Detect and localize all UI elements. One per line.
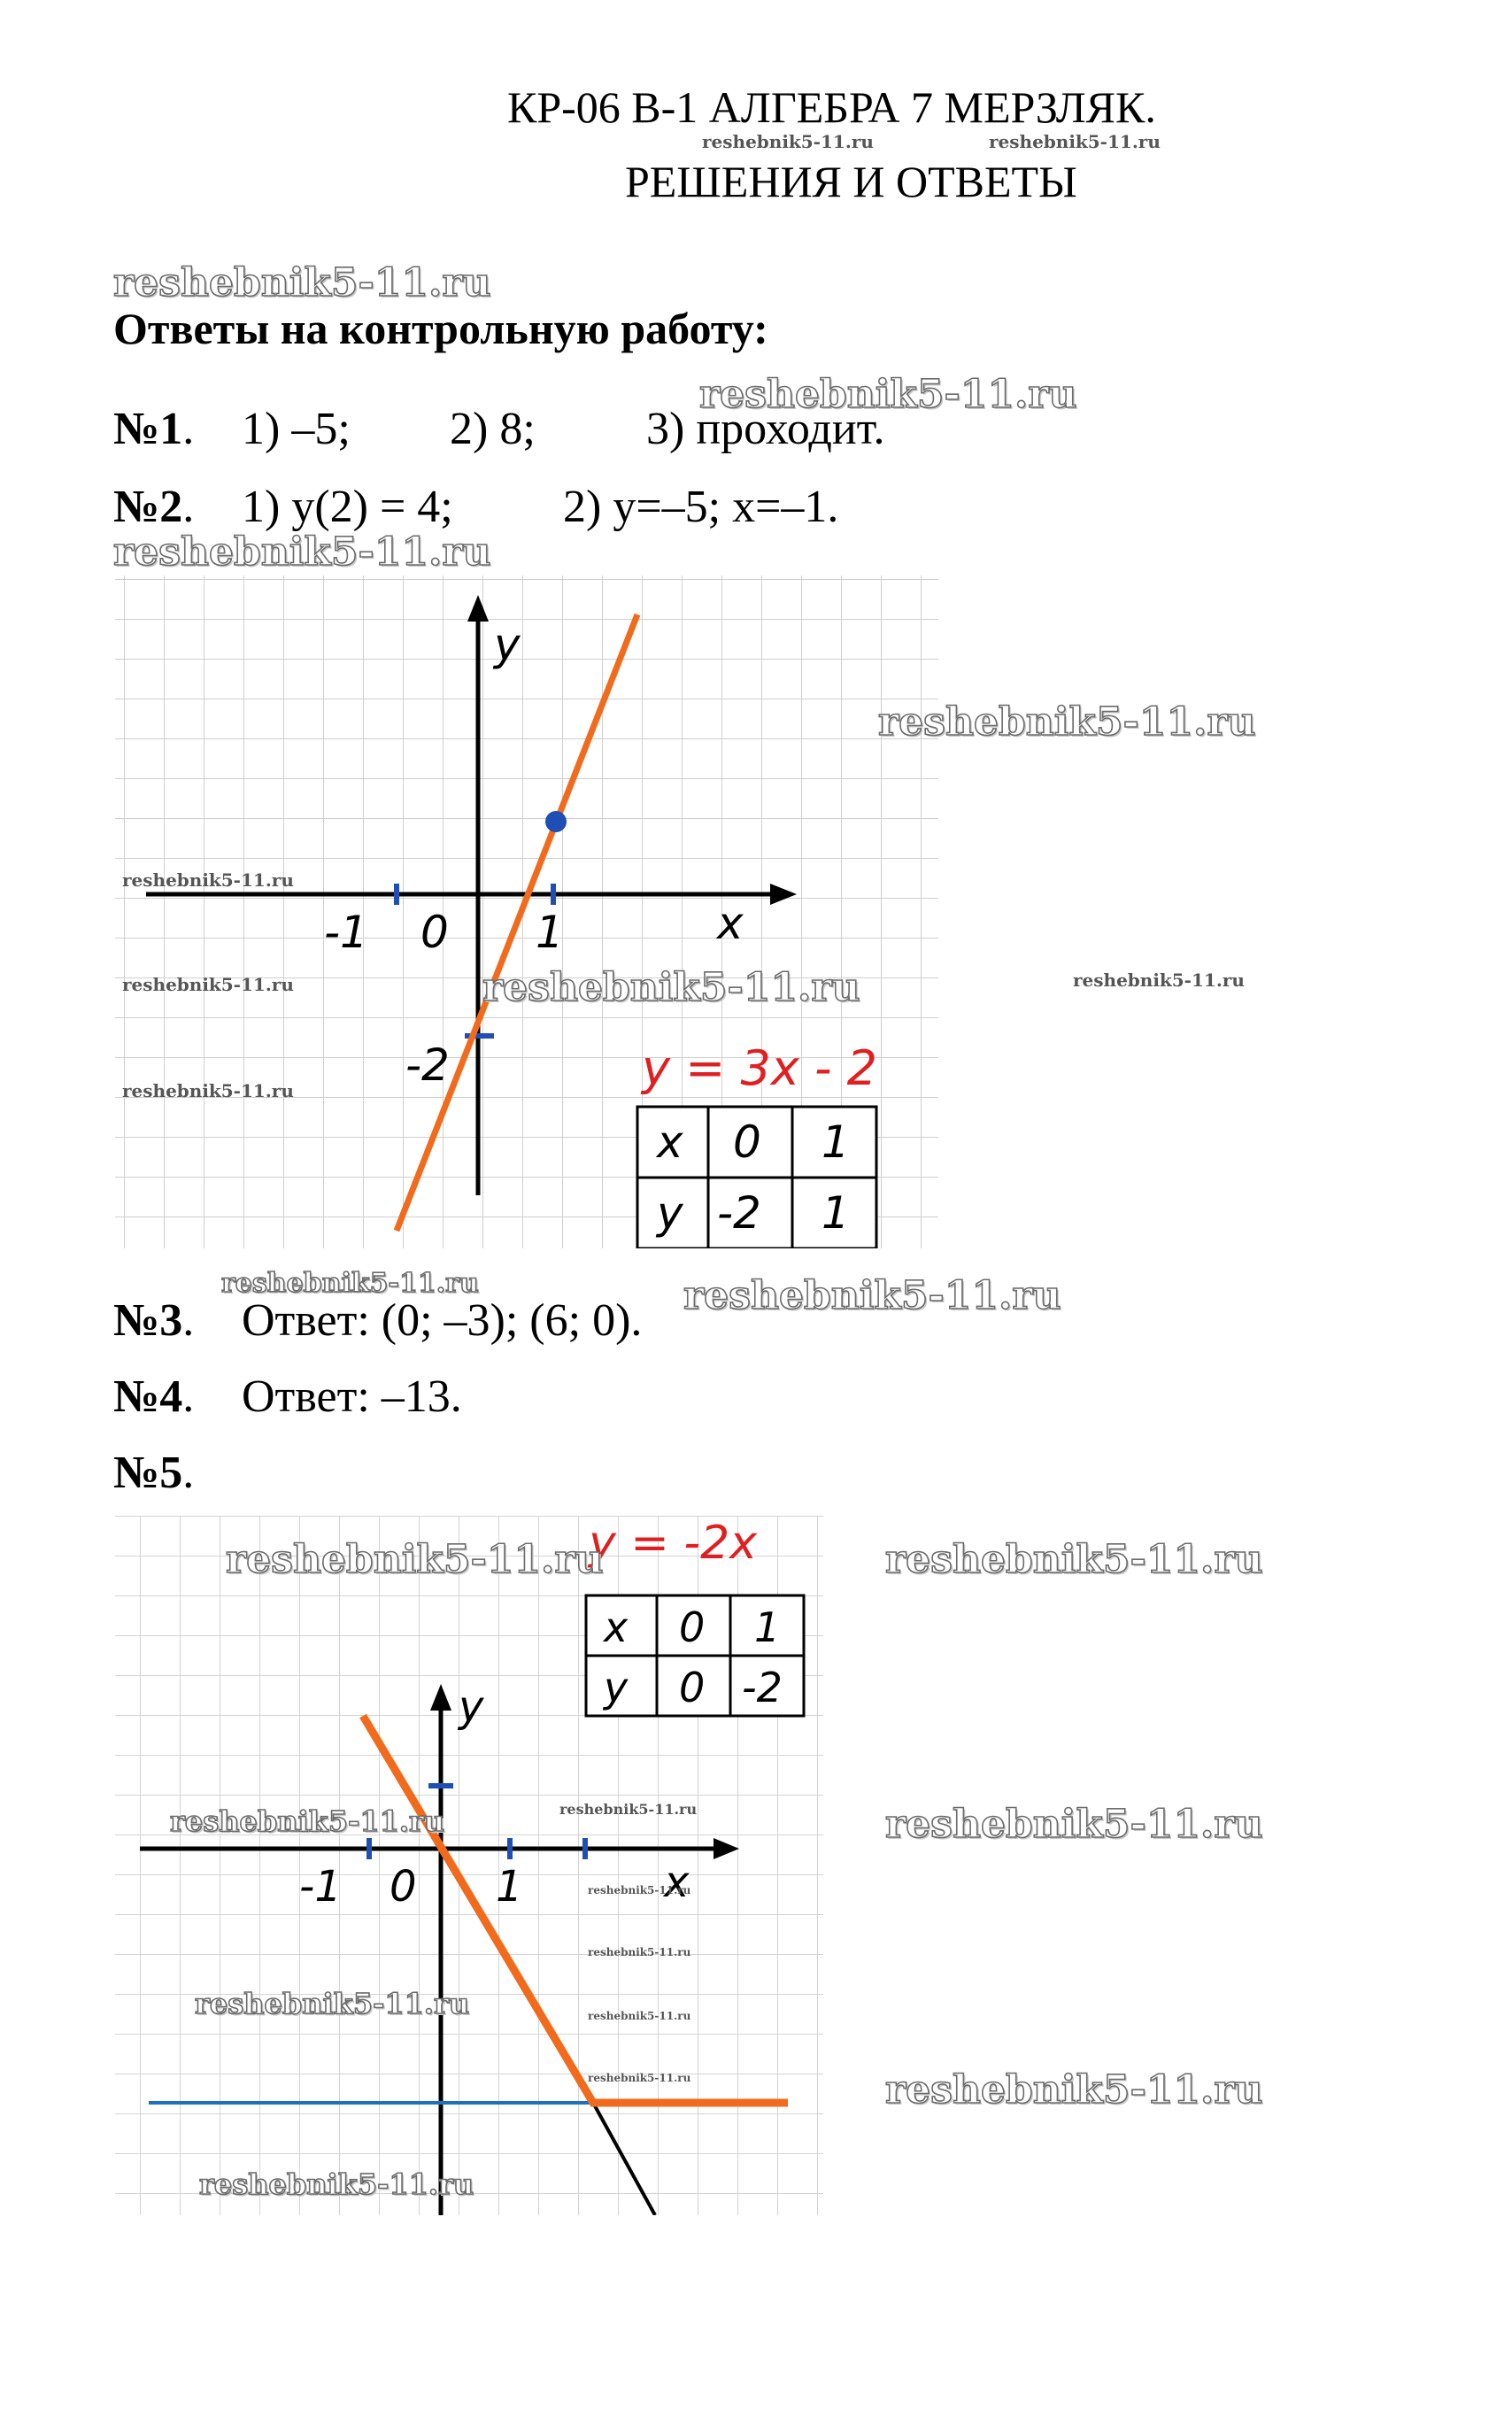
tick-label: 1 [496, 1862, 523, 1912]
watermark: reshebnik5-11.ru [588, 1946, 691, 1958]
table-cell: 1 [822, 1116, 850, 1168]
answer-2-part-2: 2) y=–5; x=–1. [563, 482, 839, 532]
answer-2 [113, 481, 194, 533]
watermark: reshebnik5-11.ru [122, 869, 294, 891]
watermark: reshebnik5-11.ru [885, 2067, 1263, 2113]
answer-2-part-1: 1) y(2) = 4; [242, 482, 453, 532]
watermark: reshebnik5-11.ru [885, 1802, 1263, 1847]
watermark: reshebnik5-11.ru [482, 965, 860, 1010]
tick-label: -1 [324, 907, 368, 958]
table-cell: 0 [679, 1603, 706, 1651]
table-cell: y [657, 1187, 683, 1239]
answer-4 [113, 1371, 194, 1423]
header-line-1: КР-06 В-1 АЛГЕБРА 7 МЕРЗЛЯК. [507, 82, 1156, 132]
answer-5 [113, 1447, 194, 1499]
answer-1 [113, 403, 194, 455]
formula: y = -2x [589, 1517, 758, 1570]
table-cell: -2 [742, 1664, 783, 1711]
watermark: reshebnik5-11.ru [195, 1987, 470, 2020]
formula: y = 3x - 2 [642, 1040, 878, 1096]
page-title: Ответы на контрольную работу: [113, 304, 768, 353]
watermark: reshebnik5-11.ru [559, 1801, 698, 1818]
watermark: reshebnik5-11.ru [221, 1268, 479, 1299]
dot: . [182, 1371, 195, 1422]
watermark: reshebnik5-11.ru [226, 1537, 604, 1582]
answer-1-part-1: 1) –5; [242, 404, 351, 454]
question-number: №5 [113, 1448, 183, 1498]
tick-label: -1 [299, 1862, 342, 1912]
watermark: reshebnik5-11.ru [885, 1537, 1263, 1582]
watermark: reshebnik5-11.ru [122, 974, 294, 995]
tick-label: 0 [390, 1862, 417, 1912]
watermark: reshebnik5-11.ru [1073, 969, 1245, 991]
table-cell: y [604, 1664, 629, 1711]
watermark: reshebnik5-11.ru [588, 2010, 691, 2022]
dot: . [182, 1295, 195, 1346]
answer-1-part-3: 3) проходит. [646, 404, 885, 454]
watermark: reshebnik5-11.ru [683, 1273, 1061, 1318]
axis-label-y: y [494, 619, 521, 670]
table-cell: 0 [733, 1116, 761, 1168]
header-line-2: РЕШЕНИЯ И ОТВЕТЫ [625, 157, 1077, 206]
axis-label-y: y [459, 1682, 484, 1732]
dot: . [182, 482, 195, 532]
point-marker [545, 811, 567, 832]
answer-1-part-2: 2) 8; [450, 404, 536, 454]
table-cell: x [604, 1603, 629, 1651]
axis-label-x: x [717, 898, 744, 949]
question-number: №4 [113, 1371, 183, 1422]
watermark: reshebnik5-11.ru [113, 529, 491, 575]
answer-4-text: Ответ: –13. [242, 1371, 462, 1422]
graph-2 [115, 1516, 823, 2215]
watermark: reshebnik5-11.ru [199, 2167, 474, 2201]
watermark: reshebnik5-11.ru [699, 372, 1077, 417]
table-cell: -2 [717, 1187, 761, 1239]
watermark: reshebnik5-11.ru [878, 699, 1256, 745]
tick-label: -2 [405, 1039, 450, 1091]
tick-label: 1 [536, 907, 564, 958]
tick-label: 0 [420, 907, 449, 958]
axis-label-x: x [664, 1858, 690, 1907]
table-cell: 0 [679, 1664, 706, 1711]
dot: . [182, 1448, 195, 1498]
question-number: №2 [113, 482, 183, 532]
table-cell: x [657, 1116, 683, 1168]
table-cell: 1 [822, 1187, 850, 1239]
graph-1 [115, 575, 938, 1248]
watermark: reshebnik5-11.ru [122, 1080, 294, 1101]
watermark: reshebnik5-11.ru [113, 260, 491, 305]
question-number: №1 [113, 404, 183, 454]
watermark: reshebnik5-11.ru [170, 1804, 445, 1838]
watermark: reshebnik5-11.ru [989, 131, 1161, 152]
watermark: reshebnik5-11.ru [588, 2072, 691, 2084]
question-number: №3 [113, 1295, 183, 1346]
watermark: reshebnik5-11.ru [588, 1884, 691, 1896]
answer-3-text: Ответ: (0; –3); (6; 0). [242, 1295, 643, 1346]
watermark: reshebnik5-11.ru [702, 131, 874, 152]
dot: . [182, 404, 195, 454]
answer-3 [113, 1294, 194, 1347]
table-cell: 1 [754, 1603, 781, 1651]
